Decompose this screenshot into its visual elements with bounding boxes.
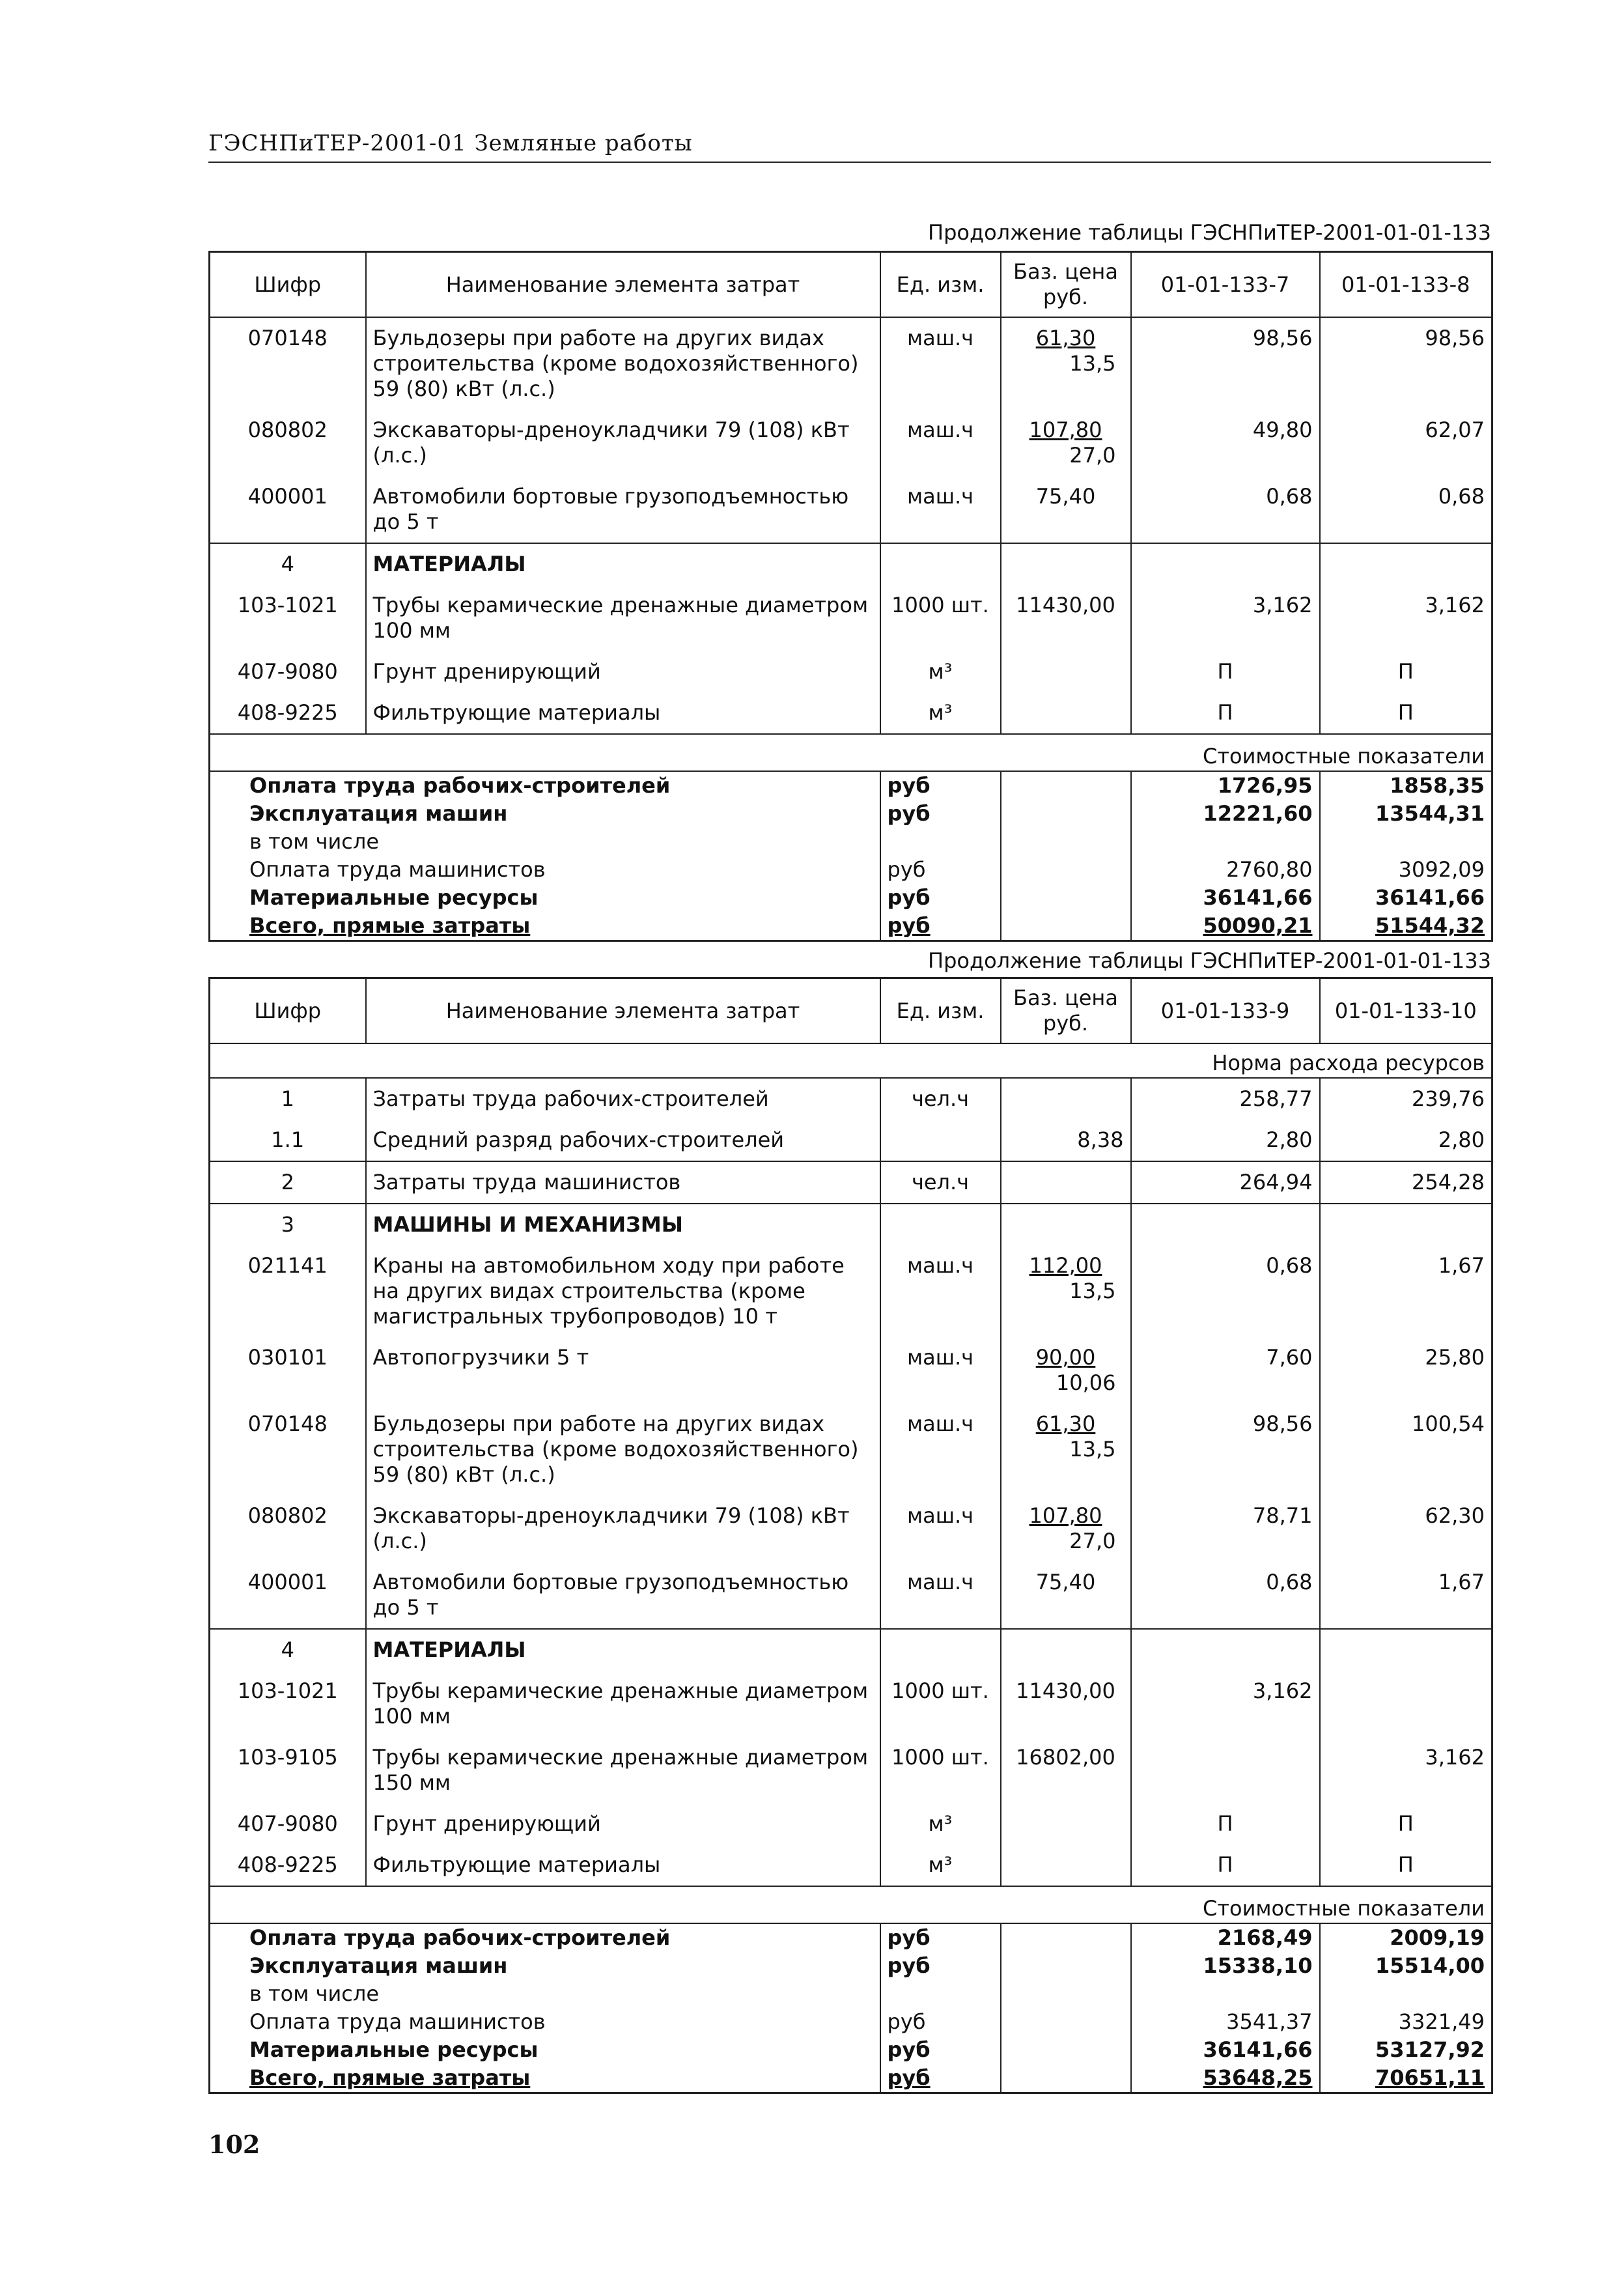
row-price-coef: 13,5 (1069, 1437, 1116, 1462)
total-value-b: 3092,09 (1398, 857, 1485, 882)
table-row (210, 1803, 1492, 1845)
row-code: 070148 (210, 1404, 366, 1495)
row-price-main: 112,00 (1029, 1253, 1102, 1278)
row-value-a: 264,94 (1131, 1161, 1320, 1204)
total-label: Оплата труда машинистов (210, 856, 880, 884)
row-code: 070148 (210, 317, 366, 410)
row-name: Грунт дренирующий (366, 651, 880, 692)
row-price (1001, 410, 1131, 476)
row-code: 103-1021 (210, 585, 366, 651)
section-title: МАТЕРИАЛЫ (366, 543, 880, 585)
total-value-b: 36141,66 (1375, 885, 1485, 910)
total-value-a: 12221,60 (1131, 800, 1320, 828)
row-value-b: 0,68 (1438, 484, 1485, 509)
table-row (210, 1562, 1492, 1629)
row-value-a: 0,68 (1131, 476, 1320, 543)
total-label: Оплата труда рабочих-строителей (210, 1923, 880, 1952)
header-price: Баз. цена руб. (1001, 978, 1131, 1044)
row-price (1001, 1078, 1131, 1120)
row-unit: 1000 шт. (880, 1671, 1001, 1737)
row-code: 407-9080 (210, 1803, 366, 1845)
row-name: Фильтрующие материалы (366, 692, 880, 734)
table-row (210, 1078, 1492, 1120)
total-unit: руб (880, 2064, 1001, 2093)
total-row (210, 828, 1492, 856)
row-name: Средний разряд рабочих-строителей (366, 1120, 880, 1161)
table-header-row (210, 978, 1492, 1044)
total-row (210, 800, 1492, 828)
total-label: Эксплуатация машин (210, 800, 880, 828)
row-value-a: 0,68 (1131, 1245, 1320, 1337)
total-value-a: 36141,66 (1131, 884, 1320, 912)
row-unit: маш.ч (880, 1337, 1001, 1404)
row-price-coef: 13,5 (1069, 1279, 1116, 1303)
section-title: МАТЕРИАЛЫ (366, 1629, 880, 1671)
row-value-a: П (1131, 1845, 1320, 1886)
row-value-b: 1,67 (1438, 1253, 1485, 1278)
row-code: 400001 (210, 476, 366, 543)
total-unit: руб (880, 771, 1001, 800)
row-value-b: 239,76 (1412, 1086, 1485, 1111)
row-code: 408-9225 (210, 692, 366, 734)
row-value-a (1131, 1737, 1320, 1803)
row-value-b: 2,80 (1438, 1127, 1485, 1152)
table-row (210, 543, 1492, 585)
total-label: Оплата труда машинистов (210, 2008, 880, 2036)
row-price (1001, 1337, 1131, 1404)
row-unit (880, 1120, 1001, 1161)
row-price: 8,38 (1001, 1120, 1131, 1161)
row-name: Бульдозеры при работе на других видах строительства (кроме водохозяйственного) 59 (80) кВт (л.с.) (366, 317, 880, 410)
row-name: Фильтрующие материалы (366, 1845, 880, 1886)
row-code: 1 (210, 1078, 366, 1120)
header-code: Шифр (210, 252, 366, 318)
row-price (1001, 1404, 1131, 1495)
row-value-b: 3,162 (1425, 593, 1485, 617)
total-value-a: 53648,25 (1131, 2064, 1320, 2093)
row-price (1001, 1803, 1131, 1845)
row-price-main: 61,30 (1035, 326, 1096, 350)
row-unit: м³ (880, 1845, 1001, 1886)
row-unit: 1000 шт. (880, 1737, 1001, 1803)
header-price: Баз. цена руб. (1001, 252, 1131, 318)
table-row (210, 1671, 1492, 1737)
total-row (210, 912, 1492, 941)
total-value-a: 15338,10 (1131, 1952, 1320, 1980)
header-col-b: 01-01-133-8 (1320, 252, 1492, 318)
row-price-main: 90,00 (1035, 1345, 1096, 1370)
row-code: 030101 (210, 1337, 366, 1404)
cost-table-2 (208, 977, 1493, 2094)
total-label: Материальные ресурсы (210, 884, 880, 912)
row-price-main: 61,30 (1035, 1411, 1096, 1436)
table-row (210, 1245, 1492, 1337)
row-value-b: 254,28 (1320, 1161, 1492, 1204)
row-price: 11430,00 (1001, 585, 1131, 651)
header-unit: Ед. изм. (880, 252, 1001, 318)
row-price-coef: 27,0 (1069, 1529, 1116, 1553)
row-unit: маш.ч (880, 476, 1001, 543)
row-value-b (1320, 1671, 1492, 1737)
row-name: Автопогрузчики 5 т (366, 1337, 880, 1404)
table-row (210, 1845, 1492, 1886)
row-value-b: П (1397, 700, 1414, 725)
row-value-a: П (1131, 692, 1320, 734)
header-col-b: 01-01-133-10 (1320, 978, 1492, 1044)
table-row (210, 1337, 1492, 1404)
total-value-b: 13544,31 (1375, 801, 1485, 826)
table-row (210, 1204, 1492, 1245)
total-value-b: 2009,19 (1390, 1925, 1485, 1950)
section-number: 4 (210, 1629, 366, 1671)
table-row (210, 1737, 1492, 1803)
row-code: 1.1 (210, 1120, 366, 1161)
row-price-main: 107,80 (1029, 1503, 1102, 1528)
table-row (210, 476, 1492, 543)
table-row (210, 1161, 1492, 1204)
row-value-b: 1,67 (1438, 1570, 1485, 1594)
total-unit: руб (880, 800, 1001, 828)
row-code: 400001 (210, 1562, 366, 1629)
total-value-a: 3541,37 (1131, 2008, 1320, 2036)
row-name: Трубы керамические дренажные диаметром 100 мм (366, 1671, 880, 1737)
header-name: Наименование элемента затрат (366, 252, 880, 318)
row-unit: чел.ч (880, 1078, 1001, 1120)
row-name: Трубы керамические дренажные диаметром 150 мм (366, 1737, 880, 1803)
total-row (210, 2036, 1492, 2064)
cost-caption: Стоимостные показатели (210, 734, 1492, 771)
section-number: 3 (210, 1204, 366, 1245)
total-unit: руб (880, 2036, 1001, 2064)
row-price-main: 107,80 (1029, 417, 1102, 442)
row-price (1001, 1161, 1131, 1204)
row-value-a: П (1131, 1803, 1320, 1845)
row-value-b: 100,54 (1412, 1411, 1485, 1436)
row-value-b: П (1397, 1811, 1414, 1836)
row-unit: маш.ч (880, 410, 1001, 476)
row-name: Экскаваторы-дреноукладчики 79 (108) кВт (л.с.) (366, 1495, 880, 1562)
row-code: 103-9105 (210, 1737, 366, 1803)
table-row (210, 1495, 1492, 1562)
row-unit: 1000 шт. (880, 585, 1001, 651)
total-unit: руб (880, 1923, 1001, 1952)
row-unit: маш.ч (880, 317, 1001, 410)
row-price (1001, 1245, 1131, 1337)
total-unit: руб (880, 1952, 1001, 1980)
total-row (210, 1952, 1492, 1980)
total-value-b: 70651,11 (1375, 2065, 1485, 2090)
row-value-b: П (1397, 1852, 1414, 1877)
total-value-a: 50090,21 (1131, 912, 1320, 941)
header-code: Шифр (210, 978, 366, 1044)
table-row (210, 1629, 1492, 1671)
row-name: Затраты труда рабочих-строителей (366, 1078, 880, 1120)
row-name: Грунт дренирующий (366, 1803, 880, 1845)
table-row (210, 1120, 1492, 1161)
total-row (210, 1980, 1492, 2008)
row-value-a: 0,68 (1131, 1562, 1320, 1629)
total-unit: руб (880, 884, 1001, 912)
total-value-b: 3321,49 (1398, 2009, 1485, 2034)
section-title: МАШИНЫ И МЕХАНИЗМЫ (366, 1204, 880, 1245)
total-row (210, 771, 1492, 800)
total-value-a: 2168,49 (1131, 1923, 1320, 1952)
row-value-b: 98,56 (1425, 326, 1485, 350)
row-unit: маш.ч (880, 1245, 1001, 1337)
total-row (210, 2064, 1492, 2093)
row-value-a: 3,162 (1131, 1671, 1320, 1737)
row-code: 407-9080 (210, 651, 366, 692)
table-continuation-caption: Продолжение таблицы ГЭСНПиТЕР-2001-01-01-133 (928, 948, 1491, 973)
row-value-a: 78,71 (1131, 1495, 1320, 1562)
row-price (1001, 692, 1131, 734)
cost-caption: Стоимостные показатели (210, 1886, 1492, 1923)
row-price-coef: 13,5 (1069, 351, 1116, 376)
total-value-b: 1858,35 (1390, 773, 1485, 798)
row-price: 75,40 (1001, 476, 1131, 543)
row-name: Затраты труда машинистов (366, 1161, 880, 1204)
row-name: Краны на автомобильном ходу при работе на других видах строительства (кроме магистральных трубопроводов) 10 т (366, 1245, 880, 1337)
row-unit: м³ (880, 651, 1001, 692)
row-unit: чел.ч (880, 1161, 1001, 1204)
total-value-a: 36141,66 (1131, 2036, 1320, 2064)
cost-caption-row (210, 734, 1492, 771)
total-label: в том числе (210, 1980, 880, 2008)
row-name: Бульдозеры при работе на других видах строительства (кроме водохозяйственного) 59 (80) кВт (л.с.) (366, 1404, 880, 1495)
cost-caption-row (210, 1886, 1492, 1923)
row-code: 103-1021 (210, 1671, 366, 1737)
table-row (210, 585, 1492, 651)
total-row (210, 1923, 1492, 1952)
total-value-b: 53127,92 (1375, 2037, 1485, 2062)
row-value-a: 98,56 (1131, 1404, 1320, 1495)
row-unit: м³ (880, 692, 1001, 734)
table-row (210, 1404, 1492, 1495)
total-value-a: 1726,95 (1131, 771, 1320, 800)
row-price (1001, 1845, 1131, 1886)
header-name: Наименование элемента затрат (366, 978, 880, 1044)
total-label: Всего, прямые затраты (210, 2064, 880, 2093)
table-continuation-caption: Продолжение таблицы ГЭСНПиТЕР-2001-01-01-133 (928, 220, 1491, 245)
row-name: Автомобили бортовые грузоподъемностью до 5 т (366, 1562, 880, 1629)
row-name: Автомобили бортовые грузоподъемностью до 5 т (366, 476, 880, 543)
header-unit: Ед. изм. (880, 978, 1001, 1044)
table-row (210, 410, 1492, 476)
row-unit: маш.ч (880, 1404, 1001, 1495)
row-value-a: 2,80 (1131, 1120, 1320, 1161)
row-value-a: 49,80 (1131, 410, 1320, 476)
total-unit: руб (880, 2008, 1001, 2036)
row-value-a: 98,56 (1131, 317, 1320, 410)
table-row (210, 317, 1492, 410)
row-value-b: 3,162 (1425, 1745, 1485, 1770)
total-unit: руб (880, 856, 1001, 884)
norm-caption: Норма расхода ресурсов (210, 1043, 1492, 1078)
row-code: 021141 (210, 1245, 366, 1337)
total-label: Всего, прямые затраты (210, 912, 880, 941)
row-code: 080802 (210, 1495, 366, 1562)
row-code: 080802 (210, 410, 366, 476)
cost-table-1 (208, 251, 1493, 942)
row-value-b: 62,30 (1425, 1503, 1485, 1528)
row-value-a: 7,60 (1131, 1337, 1320, 1404)
total-label: Эксплуатация машин (210, 1952, 880, 1980)
row-price: 11430,00 (1001, 1671, 1131, 1737)
row-value-a: П (1131, 651, 1320, 692)
total-value-b: 51544,32 (1375, 913, 1485, 938)
row-value-b: 25,80 (1425, 1345, 1485, 1370)
total-label: в том числе (210, 828, 880, 856)
row-price-coef: 10,06 (1056, 1370, 1116, 1395)
row-name: Трубы керамические дренажные диаметром 100 мм (366, 585, 880, 651)
total-value-a: 2760,80 (1131, 856, 1320, 884)
table-row (210, 651, 1492, 692)
section-number: 4 (210, 543, 366, 585)
table-row (210, 692, 1492, 734)
row-code: 2 (210, 1161, 366, 1204)
table-header-row (210, 252, 1492, 318)
row-unit: маш.ч (880, 1562, 1001, 1629)
header-col-a: 01-01-133-7 (1131, 252, 1320, 318)
total-unit: руб (880, 912, 1001, 941)
total-label: Материальные ресурсы (210, 2036, 880, 2064)
header-col-a: 01-01-133-9 (1131, 978, 1320, 1044)
row-name: Экскаваторы-дреноукладчики 79 (108) кВт (л.с.) (366, 410, 880, 476)
row-unit: м³ (880, 1803, 1001, 1845)
row-price: 16802,00 (1001, 1737, 1131, 1803)
row-price (1001, 317, 1131, 410)
total-label: Оплата труда рабочих-строителей (210, 771, 880, 800)
row-price (1001, 1495, 1131, 1562)
norm-caption-row (210, 1043, 1492, 1078)
row-value-b: П (1397, 659, 1414, 684)
row-value-a: 258,77 (1131, 1078, 1320, 1120)
total-value-b: 15514,00 (1375, 1953, 1485, 1978)
total-row (210, 856, 1492, 884)
page-header: ГЭСНПиТЕР-2001-01 Земляные работы (208, 130, 1491, 163)
row-price-coef: 27,0 (1069, 443, 1116, 468)
row-unit: маш.ч (880, 1495, 1001, 1562)
total-row (210, 884, 1492, 912)
row-value-b: 62,07 (1425, 417, 1485, 442)
row-price: 75,40 (1001, 1562, 1131, 1629)
row-code: 408-9225 (210, 1845, 366, 1886)
row-value-a: 3,162 (1131, 585, 1320, 651)
total-row (210, 2008, 1492, 2036)
row-price (1001, 651, 1131, 692)
page-number: 102 (208, 2130, 260, 2159)
